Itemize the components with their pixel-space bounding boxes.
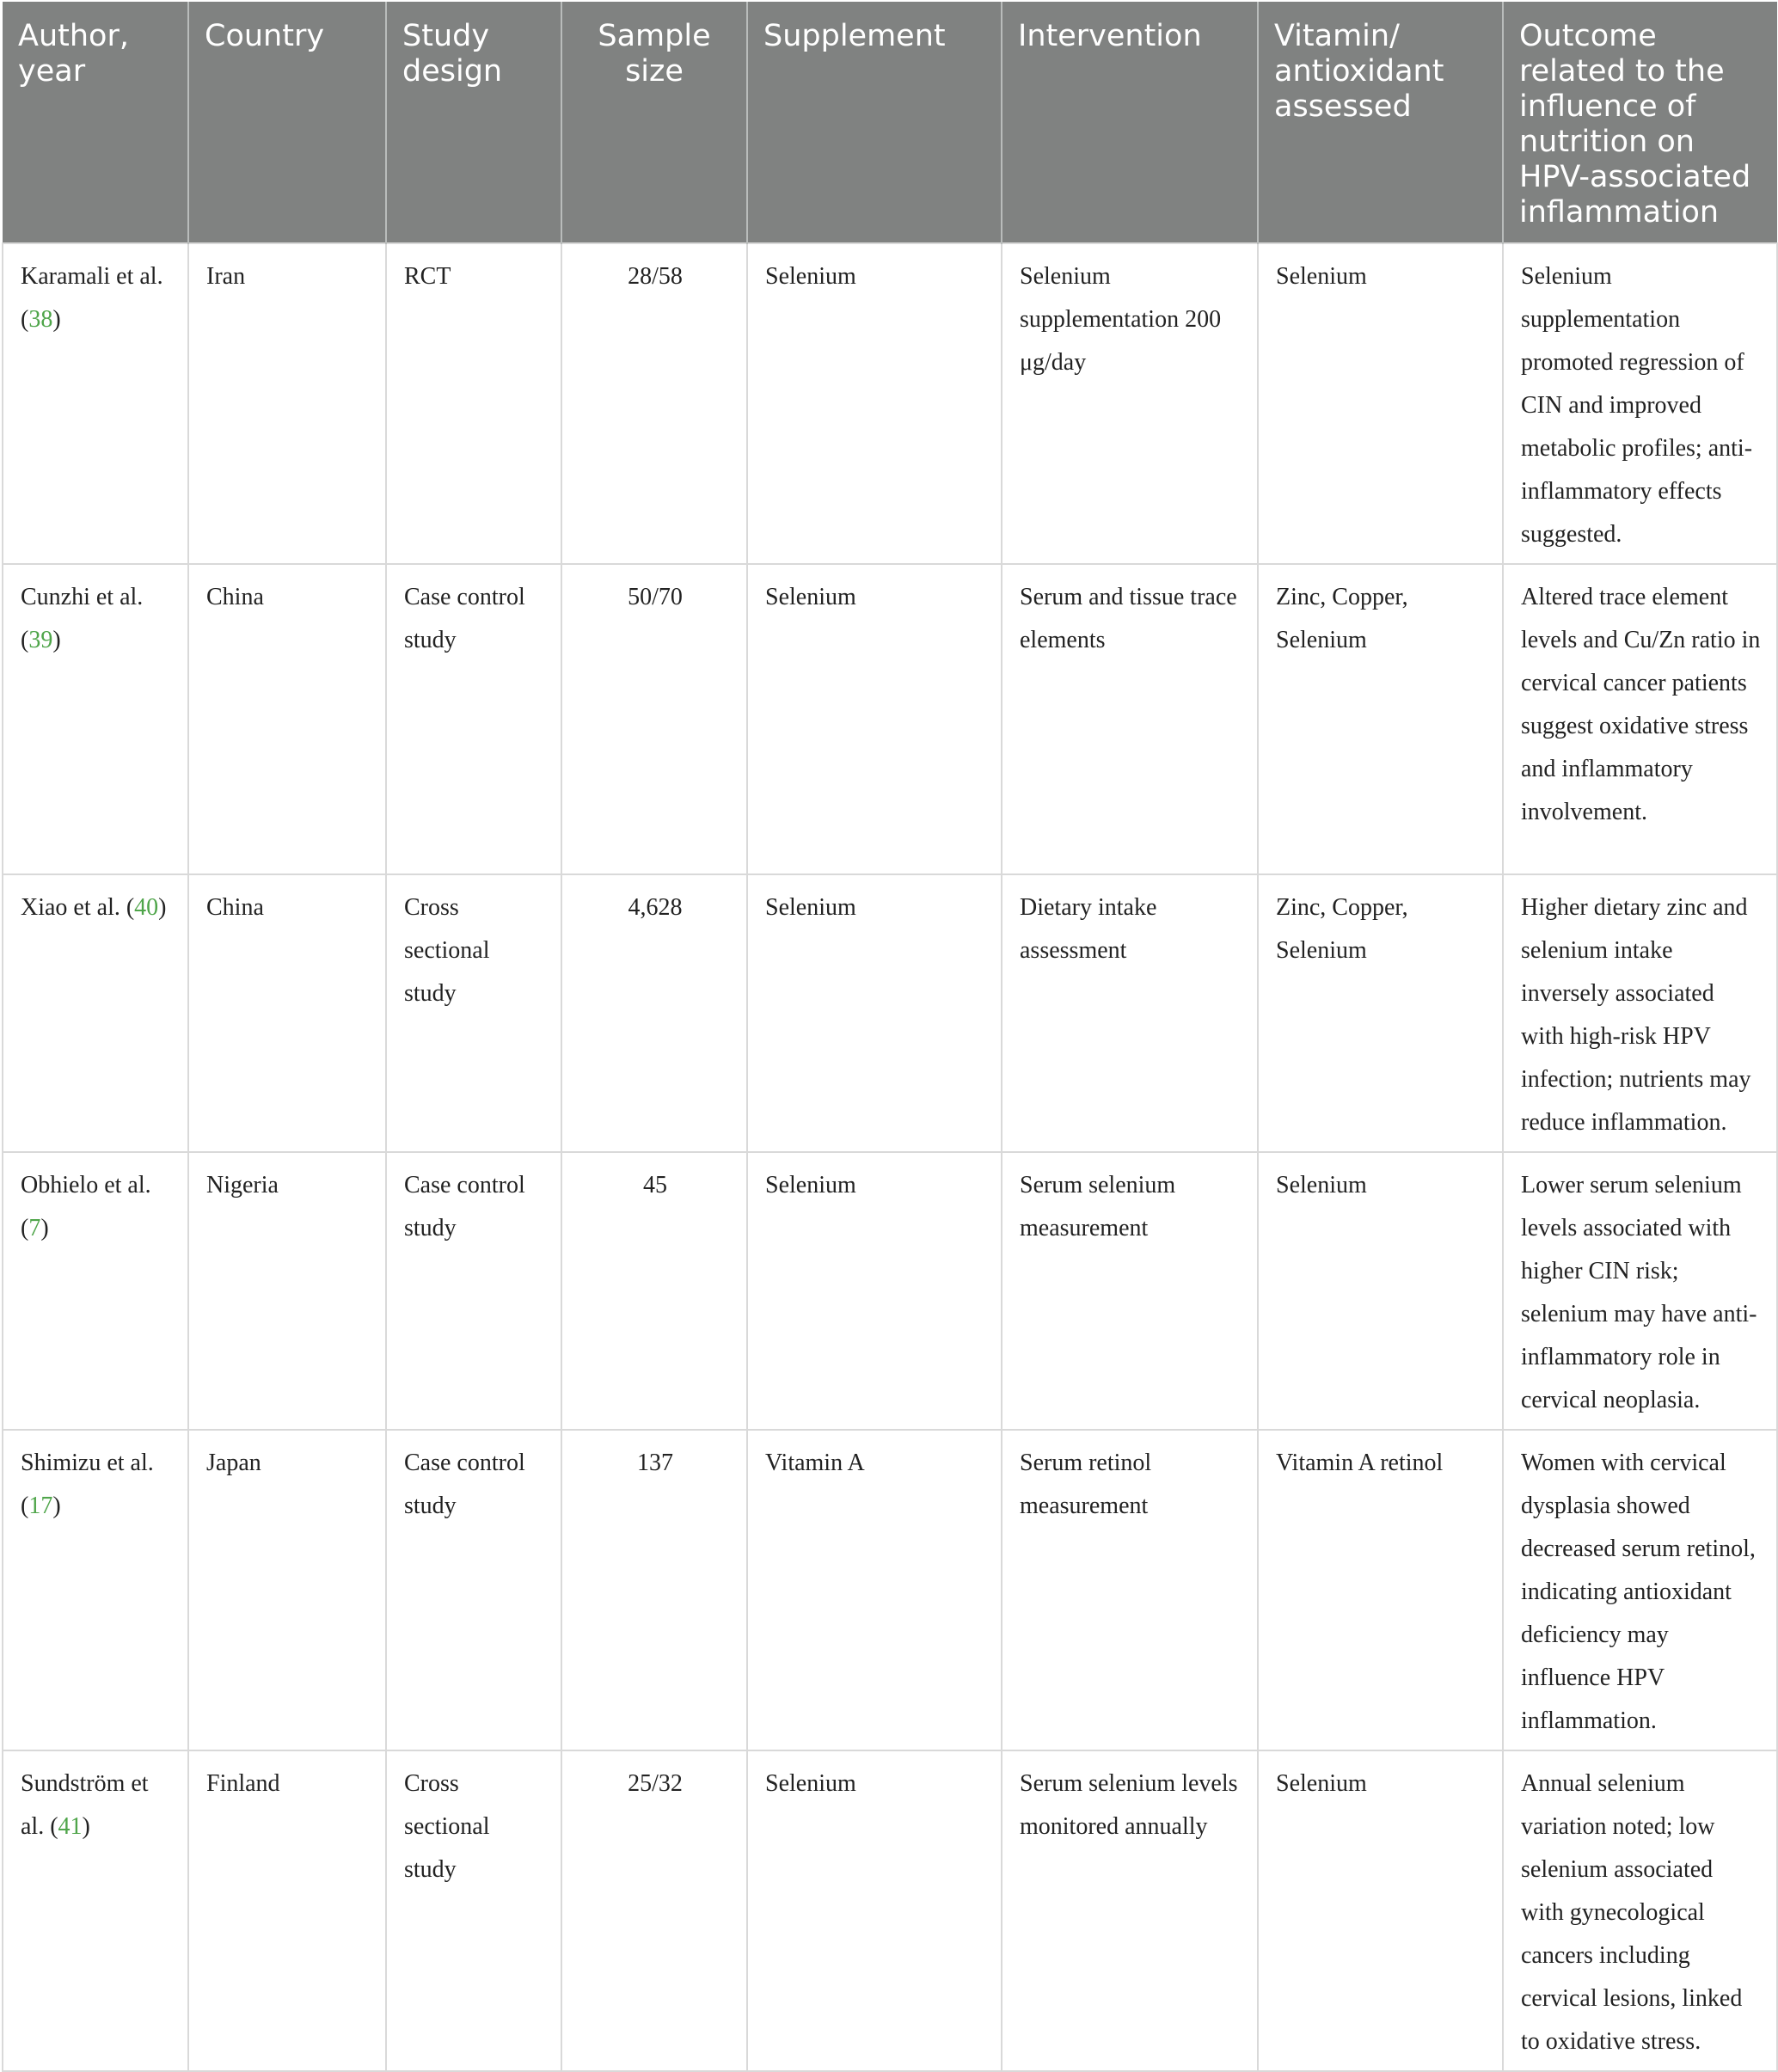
cell-intervention: Dietary intake assessment (1002, 874, 1258, 1152)
cell-intervention: Selenium supplementation 200 μg/day (1002, 243, 1258, 564)
cell-supplement: Vitamin A (747, 1430, 1002, 1750)
cell-design: Cross sectional study (386, 1750, 561, 2071)
cell-country: Finland (188, 1750, 386, 2071)
cell-intervention: Serum selenium measurement (1002, 1152, 1258, 1430)
reference-link[interactable]: 41 (58, 1813, 83, 1840)
cell-author (3, 1750, 188, 2071)
header-vitamin-assessed: Vitamin/ antioxidant assessed (1258, 2, 1503, 243)
ref-open: ( (21, 627, 29, 653)
cell-supplement: Selenium (747, 874, 1002, 1152)
cell-sample-size: 137 (561, 1430, 747, 1750)
cell-assessed: Vitamin A retinol (1258, 1430, 1503, 1750)
author-name: Karamali et al. (21, 263, 163, 290)
cell-intervention: Serum selenium levels monitored annually (1002, 1750, 1258, 2071)
cell-design: Case control study (386, 1430, 561, 1750)
cell-sample-size: 50/70 (561, 564, 747, 874)
author-name: Obhielo et al. (21, 1172, 151, 1198)
ref-open: ( (21, 1215, 29, 1241)
table-row (3, 564, 1777, 874)
ref-close: ) (82, 1813, 90, 1840)
cell-country: Nigeria (188, 1152, 386, 1430)
author-name: Cunzhi et al. (21, 584, 144, 610)
cell-country: Iran (188, 243, 386, 564)
header-country: Country (188, 2, 386, 243)
ref-open: ( (44, 1813, 58, 1840)
ref-close: ) (52, 1493, 61, 1519)
table-row (3, 1152, 1777, 1430)
reference-link[interactable]: 40 (134, 894, 159, 921)
header-sample-size: Sample size (561, 2, 747, 243)
cell-assessed: Zinc, Copper, Selenium (1258, 874, 1503, 1152)
table-row (3, 243, 1777, 564)
cell-assessed: Selenium (1258, 243, 1503, 564)
table-row (3, 874, 1777, 1152)
cell-assessed: Selenium (1258, 1152, 1503, 1430)
cell-author (3, 1152, 188, 1430)
cell-assessed: Selenium (1258, 1750, 1503, 2071)
cell-sample-size: 45 (561, 1152, 747, 1430)
reference-link[interactable]: 7 (28, 1215, 41, 1241)
cell-outcome: Lower serum selenium levels associated with higher CIN risk; selenium may have anti-inflammatory role in cervical neoplasia. (1503, 1152, 1777, 1430)
cell-author (3, 564, 188, 874)
cell-country: China (188, 564, 386, 874)
cell-country: Japan (188, 1430, 386, 1750)
ref-open: ( (21, 1493, 29, 1519)
ref-close: ) (52, 306, 61, 333)
reference-link[interactable]: 38 (28, 306, 53, 333)
cell-outcome: Selenium supplementation promoted regression of CIN and improved metabolic profiles; anti-inflammatory effects suggested. (1503, 243, 1777, 564)
cell-supplement: Selenium (747, 1152, 1002, 1430)
author-name: Xiao et al. (21, 894, 120, 921)
cell-assessed: Zinc, Copper, Selenium (1258, 564, 1503, 874)
ref-open: ( (120, 894, 135, 921)
studies-table (2, 2, 1778, 2072)
header-supplement: Supplement (747, 2, 1002, 243)
cell-supplement: Selenium (747, 564, 1002, 874)
header-study-design: Study design (386, 2, 561, 243)
reference-link[interactable]: 17 (28, 1493, 53, 1519)
cell-author (3, 243, 188, 564)
reference-link[interactable]: 39 (28, 627, 53, 653)
cell-design: RCT (386, 243, 561, 564)
cell-intervention: Serum retinol measurement (1002, 1430, 1258, 1750)
cell-design: Case control study (386, 1152, 561, 1430)
cell-sample-size: 25/32 (561, 1750, 747, 2071)
cell-supplement: Selenium (747, 243, 1002, 564)
cell-supplement: Selenium (747, 1750, 1002, 2071)
ref-close: ) (158, 894, 167, 921)
cell-country: China (188, 874, 386, 1152)
author-name: Sundström et al. (21, 1770, 149, 1840)
header-outcome: Outcome related to the influence of nutrition on HPV-associated inflammation (1503, 2, 1777, 243)
ref-open: ( (21, 306, 29, 333)
header-intervention: Intervention (1002, 2, 1258, 243)
header-row (3, 2, 1777, 243)
cell-outcome: Altered trace element levels and Cu/Zn ratio in cervical cancer patients suggest oxidative stress and inflammatory involvement. (1503, 564, 1777, 874)
cell-outcome: Women with cervical dysplasia showed decreased serum retinol, indicating antioxidant deficiency may influence HPV inflammation. (1503, 1430, 1777, 1750)
cell-design: Cross sectional study (386, 874, 561, 1152)
cell-outcome: Annual selenium variation noted; low selenium associated with gynecological cancers including cervical lesions, linked to oxidative stress. (1503, 1750, 1777, 2071)
table-row (3, 1430, 1777, 1750)
table-row (3, 1750, 1777, 2071)
ref-close: ) (52, 627, 61, 653)
cell-intervention: Serum and tissue trace elements (1002, 564, 1258, 874)
cell-sample-size: 28/58 (561, 243, 747, 564)
cell-sample-size: 4,628 (561, 874, 747, 1152)
cell-author (3, 874, 188, 1152)
ref-close: ) (40, 1215, 49, 1241)
header-author-year: Author, year (3, 2, 188, 243)
cell-author (3, 1430, 188, 1750)
cell-outcome: Higher dietary zinc and selenium intake inversely associated with high-risk HPV infection; nutrients may reduce inflammation. (1503, 874, 1777, 1152)
author-name: Shimizu et al. (21, 1450, 154, 1476)
cell-design: Case control study (386, 564, 561, 874)
